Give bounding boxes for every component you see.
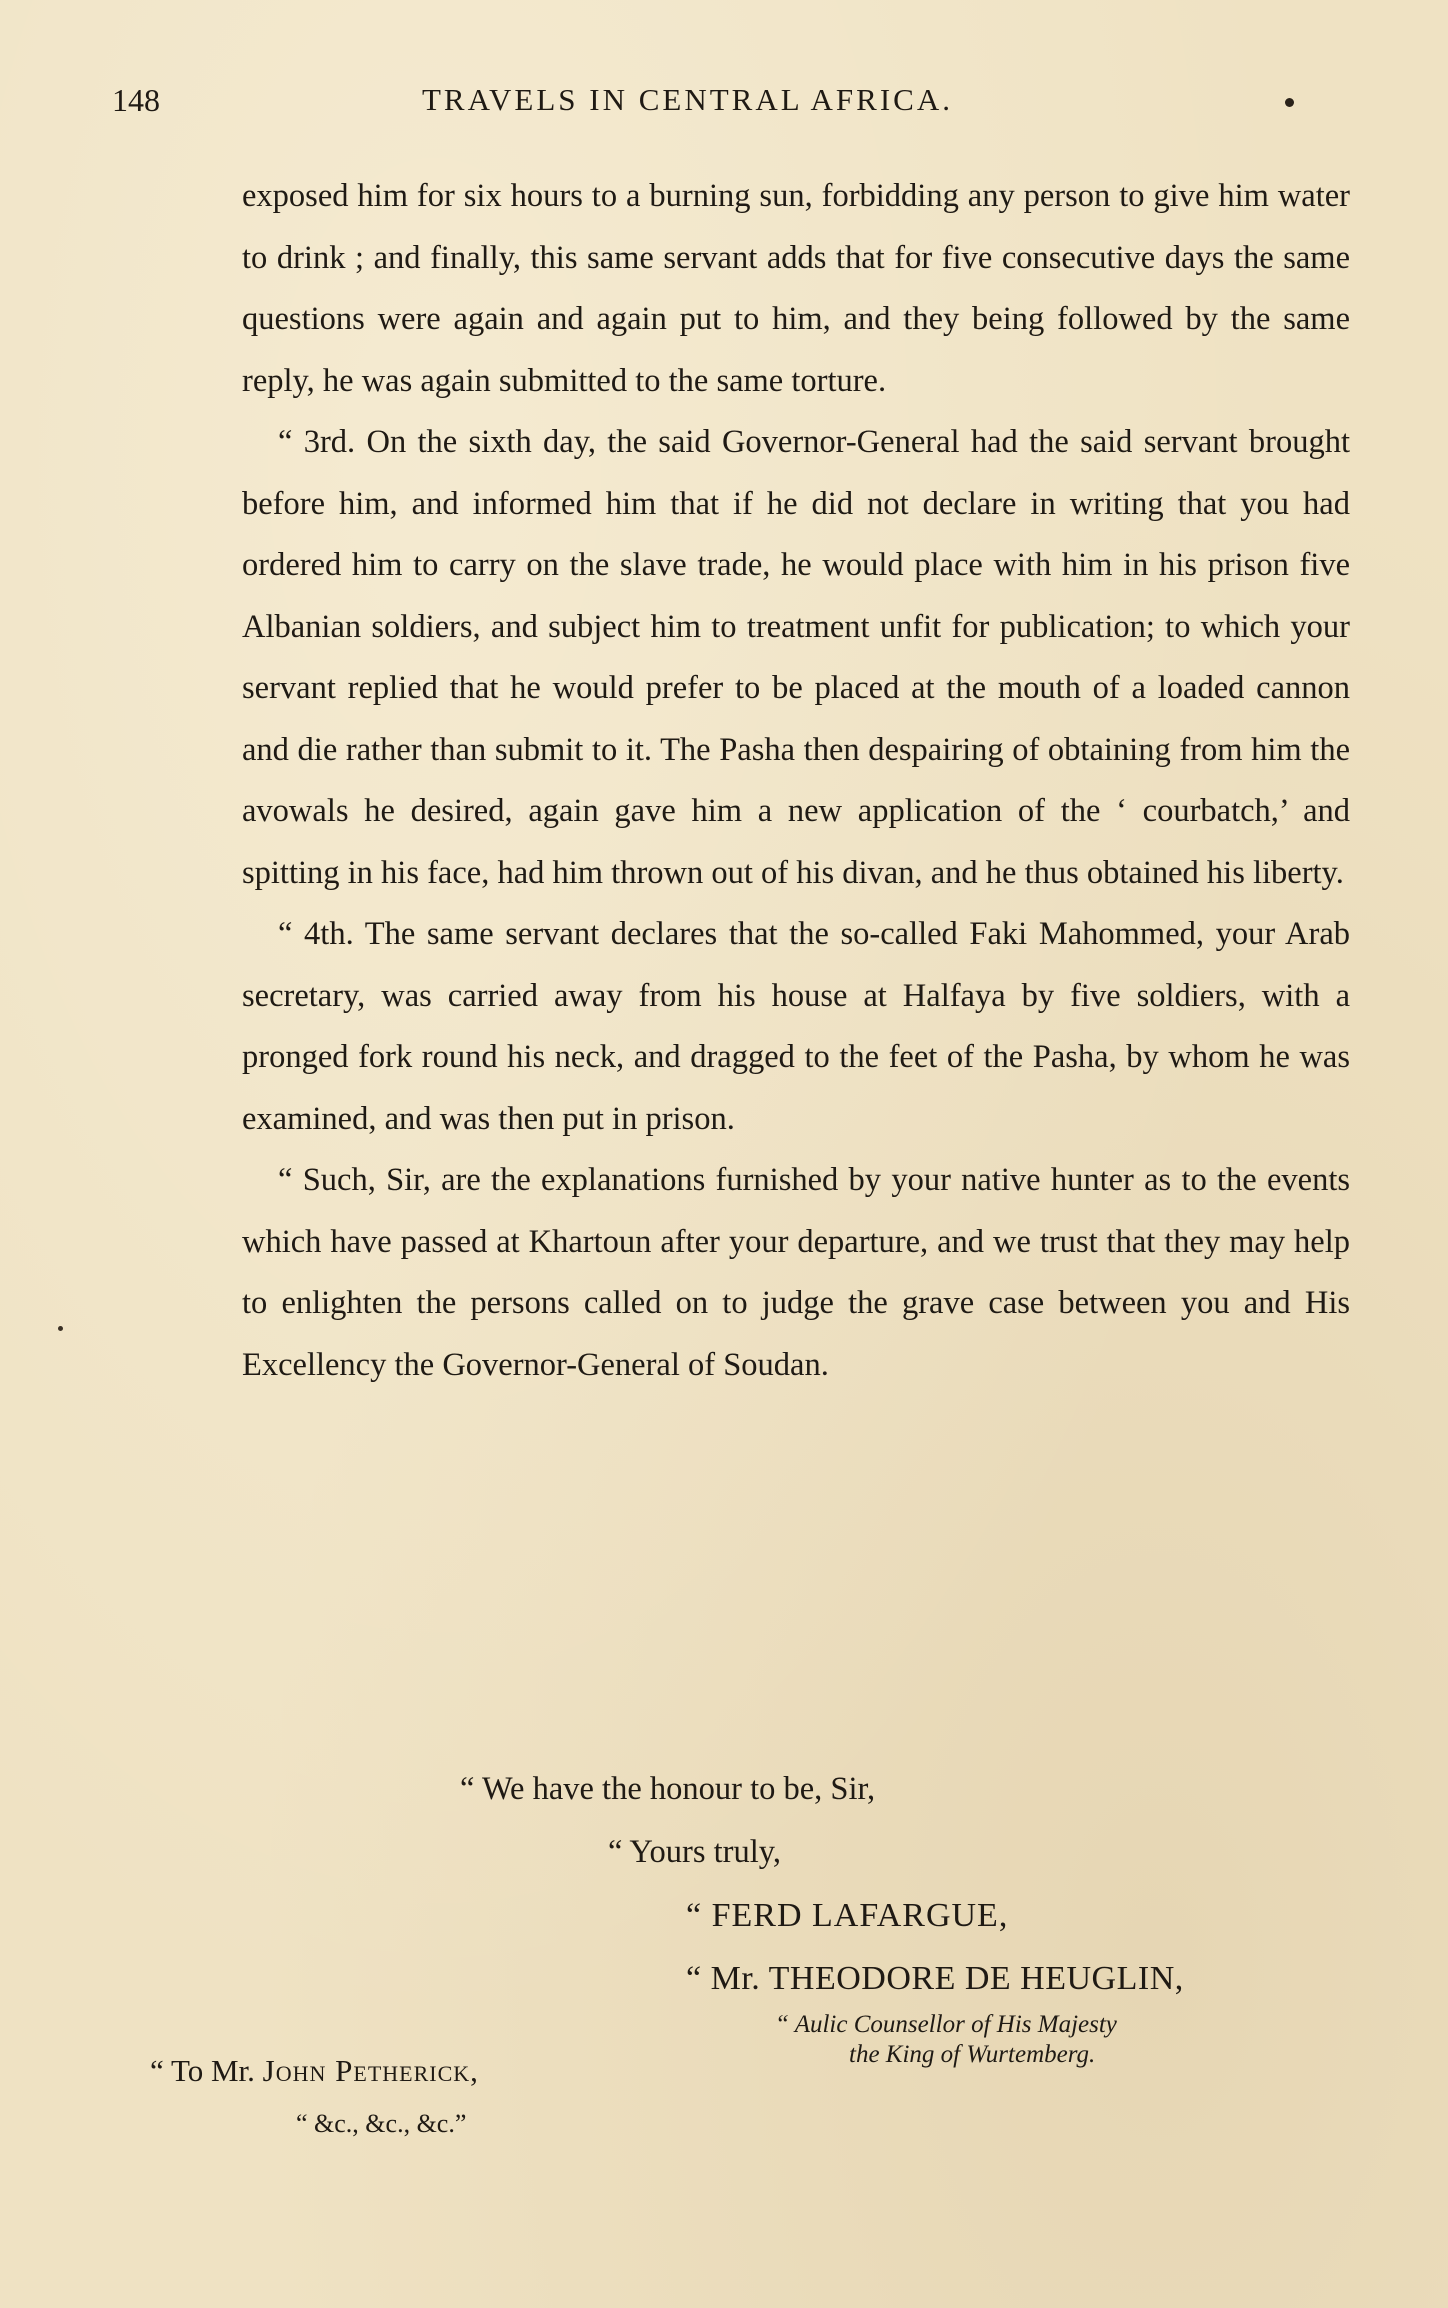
paper-speck	[58, 1326, 63, 1331]
signatory-title	[775, 2010, 1117, 2070]
signature-lafargue: “ FERD LAFARGUE,	[686, 1897, 1009, 1934]
running-head	[112, 82, 1312, 132]
address-block	[150, 2040, 479, 2146]
closing-honour: “ We have the honour to be, Sir,	[460, 1771, 876, 1807]
signatory-title-line-1: “ Aulic Counsellor of His Majesty	[775, 2011, 1117, 2038]
page-number: 148	[112, 82, 160, 118]
ornament-dot	[1285, 98, 1294, 107]
body-text	[242, 166, 1350, 1396]
signatory-title-line-2: the King of Wurtemberg.	[849, 2041, 1096, 2068]
paragraph-conclusion: “ Such, Sir, are the explanations furnished by your native hunter as to the events which have passed at Khartoun after your departure, and we trust that they may help to enlighten the persons called on to judge the grave case between you and His Excellency the Governor-General of Soudan.	[242, 1162, 1350, 1383]
address-name: John Petherick,	[262, 2053, 479, 2088]
address-etc: “ &c., &c., &c.”	[296, 2109, 467, 2138]
running-title: TRAVELS IN CENTRAL AFRICA.	[422, 82, 953, 117]
paragraph-third-point: “ 3rd. On the sixth day, the said Governor-General had the said servant brought before him, and informed him that if he did not declare in writing that you had ordered him to carry on the slave trade, he would place with him in his prison five Albanian soldiers, and subject him to treatment unfit for publication; to which your servant replied that he would prefer to be placed at the mouth of a loaded cannon and die rather than submit to it. The Pasha then despairing of obtaining from him the avowals he desired, again gave him a new application of the ‘ courbatch,’ and spitting in his face, had him thrown out of his divan, and he thus obtained his liberty.	[242, 424, 1350, 891]
address-prefix: “ To Mr.	[150, 2053, 263, 2088]
closing-yours-truly: “ Yours truly,	[608, 1834, 782, 1870]
paragraph-fourth-point: “ 4th. The same servant declares that the so-called Faki Mahommed, your Arab secretary, was carried away from his house at Halfaya by five soldiers, with a pronged fork round his neck, and dragged to the feet of the Pasha, by whom he was examined, and was then put in prison.	[242, 916, 1350, 1137]
signature-heuglin: “ Mr. THEODORE DE HEUGLIN,	[686, 1960, 1184, 1997]
paragraph-continuation: exposed him for six hours to a burning sun, forbidding any person to give him water to drink ; and finally, this same servant adds that for five consecutive days the same questions were again and again put to him, and they being followed by the same reply, he was again submitted to the same torture.	[242, 178, 1350, 399]
